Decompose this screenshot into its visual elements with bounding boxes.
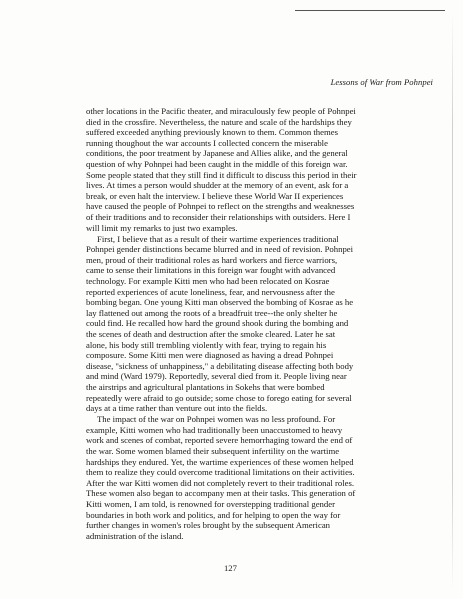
text-line: question of why Pohnpei had been caught in the middle of this foreign war. [86, 158, 348, 169]
text-line: could find. He recalled how hard the ground shook during the bombing and [86, 318, 349, 329]
text-line: boundaries in both work and politics, and for helping to open the way for [86, 509, 341, 520]
text-line: Some people stated that they still find it difficult to discuss this period in their [86, 169, 357, 180]
running-head: Lessons of War from Pohnpei [330, 77, 433, 87]
text-line: reported experiences of acute loneliness, fear, and nervousness after the [86, 286, 335, 297]
text-line: the war. Some women blamed their subsequent infertility on the wartime [86, 446, 340, 456]
text-line: example, Kitti women who had traditionally been unaccustomed to heavy [86, 424, 343, 435]
text-line: them to realize they could overcome traditional limitations on their activities. [86, 467, 355, 478]
text-line: will limit my remarks to just two examples. [86, 222, 238, 233]
text-line: Pohnpei gender distinctions became blurred and in need of revision. Pohnpei [86, 244, 354, 255]
text-line: suffered exceeded anything previously known to them. Common themes [86, 127, 338, 138]
text-line: died in the crossfire. Nevertheless, the nature and scale of the hardships they [86, 116, 352, 127]
text-line: bombing began. One young Kitti man observed the bombing of Kosrae as he [86, 297, 354, 308]
text-line: technology. For example Kitti men who had been relocated on Kosrae [86, 276, 330, 286]
page-number: 127 [224, 563, 237, 573]
text-line: have caused the people of Pohnpei to reflect on the strengths and weaknesses [86, 201, 355, 212]
text-line: break, or even halt the interview. I believe these World War II experiences [86, 190, 344, 201]
text-line: lay flattened out among the roots of a breadfruit tree--the only shelter he [86, 307, 338, 318]
text-line: work and scenes of combat, reported severe hemorrhaging toward the end of [86, 435, 353, 446]
text-line: came to sense their limitations in this foreign war fought with advanced [86, 265, 336, 276]
text-line: hardships they endured. Yet, the wartime experiences of these women helped [86, 456, 354, 467]
body-text [86, 106, 433, 541]
text-line: These women also began to accompany men at their tasks. This generation of [86, 488, 356, 499]
text-line: other locations in the Pacific theater, and miraculously few people of Pohnpei [86, 106, 356, 116]
text-line: the scenes of death and destruction after the smoke cleared. Later he sat [86, 328, 336, 339]
text-line: days at a time rather than venture out into the fields. [86, 403, 268, 414]
text-line: repeatedly were afraid to go outside; some chose to forego eating for several [86, 392, 352, 403]
text-line: After the war Kitti women did not completely revert to their traditional roles. [86, 477, 355, 488]
text-line: alone, his body still trembling violently with fear, trying to regain his [86, 339, 327, 350]
paragraph [86, 106, 433, 233]
text-line: of their traditions and to reconsider their relationships with outsiders. Here I [86, 211, 351, 222]
text-line: administration of the island. [86, 530, 184, 541]
text-line: conditions, the poor treatment by Japanese and Allies alike, and the general [86, 148, 348, 159]
top-rule [295, 10, 445, 11]
text-line: First, I believe that as a result of their wartime experiences traditional [97, 233, 339, 244]
text-line: Kitti women, I am told, is renowned for overstepping traditional gender [86, 498, 335, 509]
text-line: lives. At times a person would shudder at the memory of an event, ask for a [86, 180, 349, 191]
text-line: composure. Some Kitti men were diagnosed as having a dread Pohnpei [86, 350, 334, 361]
text-line: and mind (Ward 1979). Reportedly, several died from it. People living near [86, 371, 347, 382]
text-line: disease, "sickness of unhappiness," a debilitating disease affecting both body [86, 360, 354, 371]
text-line: The impact of the war on Pohnpei women was no less profound. For [97, 414, 336, 425]
paragraph [86, 234, 433, 414]
text-line: the airstrips and agricultural plantations in Sokehs that were bombed [86, 381, 325, 392]
paragraph [86, 414, 433, 541]
page-edge-shadow [452, 12, 453, 592]
text-line: further changes in women's roles brought by the subsequent American [86, 520, 331, 531]
text-line: men, proud of their traditional roles as hard workers and fierce warriors, [86, 254, 338, 265]
text-line: running thoughout the war accounts I collected concern the miserable [86, 137, 328, 148]
